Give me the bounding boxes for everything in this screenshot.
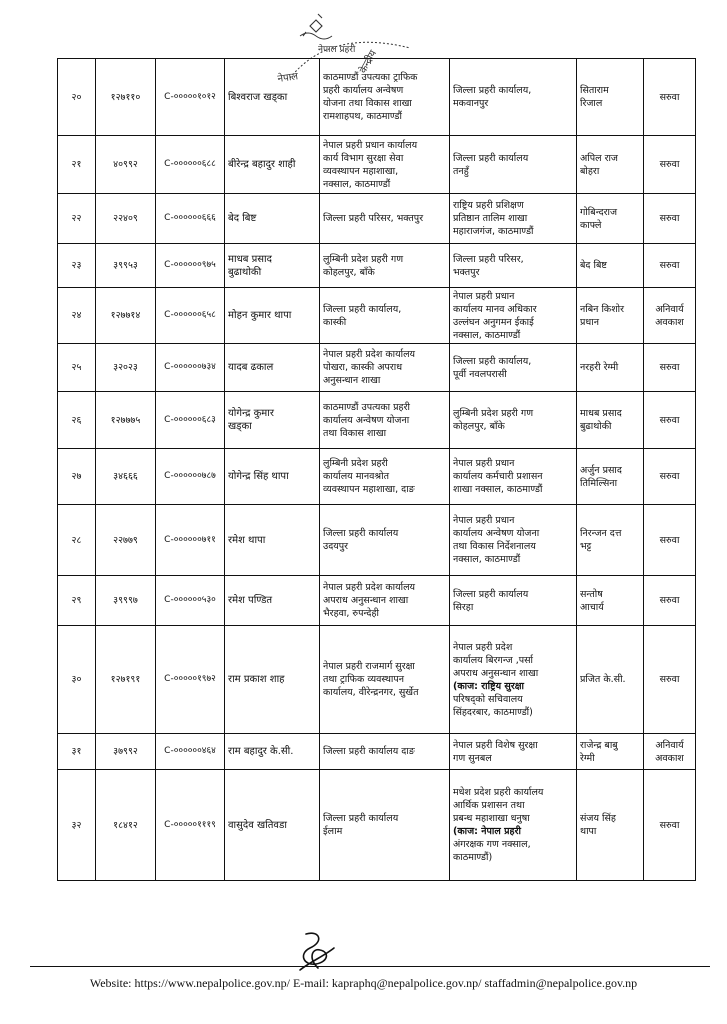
from-office-cell bbox=[320, 576, 450, 626]
records-body bbox=[58, 59, 696, 881]
replacement-cell-line: अपिल राज bbox=[580, 152, 618, 164]
replacement-cell bbox=[577, 59, 644, 136]
stamp-text-mid: नेपाल bbox=[276, 71, 299, 85]
id-cell: ३९९९७ bbox=[96, 576, 156, 626]
from-office-cell bbox=[320, 59, 450, 136]
serial-cell: २७ bbox=[58, 449, 96, 505]
to-office-cell-line: महाराजगंज, काठमाण्डौं bbox=[453, 226, 534, 237]
code-cell: C-००००००४६४ bbox=[156, 734, 225, 770]
replacement-cell-line: सिताराम bbox=[580, 85, 609, 96]
to-office-cell-line: गण सुनबल bbox=[453, 752, 492, 764]
table-row bbox=[58, 626, 696, 734]
name-cell-line: बेद बिष्ट bbox=[228, 213, 257, 224]
replacement-cell bbox=[577, 136, 644, 194]
from-office-cell-line: नेपाल प्रहरी प्रदेश कार्यालय bbox=[323, 582, 416, 593]
name-cell bbox=[225, 505, 320, 576]
to-office-cell-line: अपराध अनुसन्धान शाखा bbox=[453, 667, 539, 679]
action-cell-line: सरुवा bbox=[659, 471, 680, 482]
deputation-note-line: (काज: राष्ट्रिय सुरक्षा bbox=[453, 680, 525, 692]
name-cell bbox=[225, 244, 320, 288]
replacement-cell bbox=[577, 244, 644, 288]
action-cell-line: अनिवार्य bbox=[655, 303, 684, 315]
code-cell: C-००००००५३० bbox=[156, 576, 225, 626]
from-office-cell-line: पोखरा, कास्की अपराध bbox=[323, 362, 403, 373]
serial-cell: २१ bbox=[58, 136, 96, 194]
to-office-cell-line: जिल्ला प्रहरी कार्यालय, bbox=[453, 355, 532, 367]
code-cell: C-०००००१११९ bbox=[156, 770, 225, 881]
to-office-cell bbox=[450, 288, 577, 344]
serial-cell: २३ bbox=[58, 244, 96, 288]
from-office-cell-line: काठमाण्डौं उपत्यका प्रहरी bbox=[323, 401, 410, 413]
from-office-cell bbox=[320, 136, 450, 194]
from-office-cell bbox=[320, 194, 450, 244]
action-cell-line: अवकाश bbox=[655, 316, 684, 328]
name-cell-line: खड्का bbox=[228, 421, 252, 432]
action-cell bbox=[644, 770, 696, 881]
table-row bbox=[58, 344, 696, 392]
deputation-note-line: अंगरक्षक गण नक्साल, bbox=[453, 839, 531, 850]
from-office-cell-line: जिल्ला प्रहरी कार्यालय bbox=[323, 813, 399, 824]
table-row bbox=[58, 449, 696, 505]
replacement-cell-line: गोबिन्दराज bbox=[580, 206, 618, 218]
deputation-note-line: सिंहदरबार, काठमाण्डौं) bbox=[453, 706, 533, 718]
name-cell bbox=[225, 770, 320, 881]
from-office-cell-line: कार्यालय, वीरेन्द्रनगर, सुर्खेत bbox=[323, 687, 419, 698]
replacement-cell-line: भट्ट bbox=[580, 541, 592, 552]
action-cell bbox=[644, 449, 696, 505]
id-cell: १२७१९१ bbox=[96, 626, 156, 734]
replacement-cell-line: प्रधान bbox=[580, 316, 599, 328]
code-cell: C-००००००६८३ bbox=[156, 392, 225, 449]
from-office-cell-line: व्यवस्थापन महाशाखा, दाङ bbox=[323, 484, 415, 495]
table-row bbox=[58, 392, 696, 449]
replacement-cell bbox=[577, 505, 644, 576]
to-office-cell-line: नक्साल, काठमाण्डौं bbox=[453, 554, 521, 565]
to-office-cell-line: नक्साल, काठमाण्डौं bbox=[453, 329, 521, 341]
transfer-records-table bbox=[57, 58, 696, 881]
from-office-cell-line: तथा विकास शाखा bbox=[323, 427, 387, 439]
id-cell: १२७७७५ bbox=[96, 392, 156, 449]
action-cell-line: अनिवार्य bbox=[655, 739, 684, 751]
table-row bbox=[58, 505, 696, 576]
to-office-cell bbox=[450, 194, 577, 244]
deputation-note-line: (काज: नेपाल प्रहरी bbox=[453, 826, 521, 837]
to-office-cell-line: मकवानपुर bbox=[453, 98, 489, 109]
from-office-cell-line: अपराध अनुसन्धान शाखा bbox=[323, 595, 409, 606]
from-office-cell-line: काठमाण्डौं उपत्यका ट्राफिक bbox=[323, 72, 418, 83]
from-office-cell-line: अनुसन्धान शाखा bbox=[323, 375, 381, 386]
to-office-cell bbox=[450, 244, 577, 288]
replacement-cell bbox=[577, 576, 644, 626]
from-office-cell bbox=[320, 449, 450, 505]
name-cell-line: बीरेन्द्र बहादुर शाही bbox=[228, 159, 296, 170]
serial-cell: २६ bbox=[58, 392, 96, 449]
action-cell-line: सरुवा bbox=[659, 674, 680, 685]
replacement-cell-line: प्रजित के.सी. bbox=[580, 674, 626, 685]
from-office-cell-line: उदयपुर bbox=[323, 541, 349, 552]
replacement-cell-line: रेग्मी bbox=[580, 752, 595, 764]
name-cell bbox=[225, 194, 320, 244]
replacement-cell-line: बोहरा bbox=[580, 165, 600, 177]
replacement-cell bbox=[577, 626, 644, 734]
action-cell-line: सरुवा bbox=[659, 260, 680, 271]
replacement-cell-line: नरहरी रेग्मी bbox=[580, 362, 619, 373]
to-office-cell bbox=[450, 626, 577, 734]
to-office-cell-line: लुम्बिनी प्रदेश प्रहरी गण bbox=[453, 408, 534, 419]
to-office-cell bbox=[450, 344, 577, 392]
action-cell bbox=[644, 734, 696, 770]
serial-cell: २० bbox=[58, 59, 96, 136]
footer-divider bbox=[30, 966, 710, 967]
to-office-cell bbox=[450, 576, 577, 626]
to-office-cell bbox=[450, 734, 577, 770]
code-cell: C-००००००६६६ bbox=[156, 194, 225, 244]
to-office-cell bbox=[450, 392, 577, 449]
to-office-cell-line: कार्यालय अन्वेषण योजना bbox=[453, 528, 540, 539]
from-office-cell bbox=[320, 244, 450, 288]
from-office-cell bbox=[320, 392, 450, 449]
from-office-cell-line: भैरहवा, रुपन्देही bbox=[323, 608, 379, 619]
name-cell bbox=[225, 392, 320, 449]
table-row bbox=[58, 288, 696, 344]
name-cell bbox=[225, 626, 320, 734]
name-cell-line: योगेन्द्र कुमार bbox=[228, 408, 274, 419]
name-cell bbox=[225, 59, 320, 136]
name-cell-line: बिश्वराज खड्का bbox=[228, 91, 288, 103]
replacement-cell-line: माधब प्रसाद bbox=[580, 408, 622, 419]
stamp-text-top: नेपाल प्रहरी bbox=[318, 45, 356, 55]
replacement-cell-line: नबिन किशोर bbox=[580, 303, 625, 315]
action-cell-line: सरुवा bbox=[659, 213, 680, 224]
replacement-cell-line: अर्जुन प्रसाद bbox=[580, 464, 622, 476]
id-cell: ३९९५३ bbox=[96, 244, 156, 288]
action-cell bbox=[644, 59, 696, 136]
name-cell-line: वासुदेव खतिवडा bbox=[228, 819, 287, 831]
name-cell bbox=[225, 576, 320, 626]
code-cell: C-०००००१०१२ bbox=[156, 59, 225, 136]
code-cell: C-०००००१९७२ bbox=[156, 626, 225, 734]
replacement-cell-line: संजय सिंह bbox=[580, 813, 616, 824]
action-cell bbox=[644, 344, 696, 392]
name-cell-line: योगेन्द्र सिंह थापा bbox=[228, 471, 289, 482]
to-office-cell bbox=[450, 449, 577, 505]
from-office-cell-line: ईलाम bbox=[323, 826, 343, 837]
from-office-cell bbox=[320, 734, 450, 770]
to-office-cell-line: मधेश प्रदेश प्रहरी कार्यालय bbox=[453, 787, 544, 798]
name-cell-line: राम बहादुर के.सी. bbox=[228, 746, 294, 757]
replacement-cell-line: थापा bbox=[580, 826, 597, 837]
id-cell: २२४०९ bbox=[96, 194, 156, 244]
serial-cell: ३१ bbox=[58, 734, 96, 770]
code-cell: C-००००००७८७ bbox=[156, 449, 225, 505]
code-cell: C-००००००७३४ bbox=[156, 344, 225, 392]
from-office-cell-line: लुम्बिनी प्रदेश प्रहरी गण bbox=[323, 253, 404, 265]
from-office-cell-line: प्रहरी कार्यालय अन्वेषण bbox=[323, 85, 404, 96]
from-office-cell-line: नेपाल प्रहरी राजमार्ग सुरक्षा bbox=[323, 661, 415, 672]
action-cell bbox=[644, 136, 696, 194]
from-office-cell bbox=[320, 505, 450, 576]
name-cell-line: राम प्रकाश शाह bbox=[228, 674, 285, 685]
to-office-cell-line: नेपाल प्रहरी विशेष सुरक्षा bbox=[453, 739, 538, 751]
replacement-cell bbox=[577, 194, 644, 244]
serial-cell: २४ bbox=[58, 288, 96, 344]
to-office-cell bbox=[450, 770, 577, 881]
table-row bbox=[58, 576, 696, 626]
from-office-cell bbox=[320, 770, 450, 881]
replacement-cell-line: रिजाल bbox=[580, 98, 603, 109]
from-office-cell-line: जिल्ला प्रहरी कार्यालय दाङ bbox=[323, 746, 415, 757]
replacement-cell bbox=[577, 734, 644, 770]
id-cell: २२७७९ bbox=[96, 505, 156, 576]
id-cell: १२७७१४ bbox=[96, 288, 156, 344]
id-cell: ३७९९२ bbox=[96, 734, 156, 770]
to-office-cell-line: शाखा नक्साल, काठमाण्डौं bbox=[453, 484, 543, 495]
to-office-cell-line: तनहुँ bbox=[453, 165, 469, 177]
from-office-cell-line: जिल्ला प्रहरी कार्यालय, bbox=[323, 303, 402, 315]
to-office-cell-line: कोहलपुर, बाँके bbox=[453, 421, 505, 432]
name-cell-line: रमेश पण्डित bbox=[228, 595, 273, 606]
to-office-cell bbox=[450, 59, 577, 136]
to-office-cell-line: पूर्वी नवलपरासी bbox=[453, 368, 507, 380]
from-office-cell-line: कार्यालय अन्वेषण योजना bbox=[323, 414, 410, 426]
id-cell: ३२०२३ bbox=[96, 344, 156, 392]
to-office-cell-line: कार्यालय मानव अधिकार bbox=[453, 303, 537, 315]
action-cell bbox=[644, 244, 696, 288]
serial-cell: ३२ bbox=[58, 770, 96, 881]
replacement-cell-line: आचार्य bbox=[580, 601, 604, 613]
replacement-cell-line: राजेन्द्र बाबु bbox=[580, 739, 618, 751]
name-cell-line: बुढाथोकी bbox=[228, 266, 262, 278]
signature-mark bbox=[290, 928, 340, 974]
to-office-cell-line: जिल्ला प्रहरी कार्यालय bbox=[453, 152, 529, 164]
replacement-cell bbox=[577, 344, 644, 392]
to-office-cell-line: नेपाल प्रहरी प्रधान bbox=[453, 515, 515, 526]
replacement-cell-line: सन्तोष bbox=[580, 588, 603, 600]
id-cell: ४०९९२ bbox=[96, 136, 156, 194]
action-cell bbox=[644, 576, 696, 626]
serial-cell: २५ bbox=[58, 344, 96, 392]
replacement-cell-line: बुढाथोकी bbox=[580, 421, 612, 432]
from-office-cell-line: जिल्ला प्रहरी कार्यालय bbox=[323, 528, 399, 539]
table-row bbox=[58, 244, 696, 288]
id-cell: ३४६६६ bbox=[96, 449, 156, 505]
action-cell-line: सरुवा bbox=[659, 819, 680, 831]
table-row bbox=[58, 194, 696, 244]
from-office-cell-line: जिल्ला प्रहरी परिसर, भक्तपुर bbox=[323, 213, 424, 224]
from-office-cell-line: कार्य विभाग सुरक्षा सेवा bbox=[323, 152, 404, 164]
code-cell: C-००००००६८८ bbox=[156, 136, 225, 194]
to-office-cell-line: उल्लंघन अनुगमन ईकाई bbox=[453, 316, 534, 328]
code-cell: C-००००००७११ bbox=[156, 505, 225, 576]
to-office-cell-line: भक्तपुर bbox=[453, 266, 480, 278]
from-office-cell bbox=[320, 344, 450, 392]
action-cell-line: सरुवा bbox=[659, 534, 680, 546]
to-office-cell bbox=[450, 136, 577, 194]
replacement-cell-line: निरन्जन दत्त bbox=[580, 528, 622, 539]
to-office-cell-line: सिरहा bbox=[453, 601, 474, 613]
name-cell-line: रमेश थापा bbox=[228, 534, 266, 546]
serial-cell: २२ bbox=[58, 194, 96, 244]
action-cell-line: सरुवा bbox=[659, 91, 680, 103]
name-cell bbox=[225, 136, 320, 194]
serial-cell: २९ bbox=[58, 576, 96, 626]
name-cell bbox=[225, 734, 320, 770]
name-cell-line: माधब प्रसाद bbox=[228, 253, 272, 265]
serial-cell: ३० bbox=[58, 626, 96, 734]
name-cell-line: मोहन कुमार थापा bbox=[228, 310, 292, 321]
from-office-cell-line: कोहलपुर, बाँके bbox=[323, 266, 375, 278]
to-office-cell-line: नेपाल प्रहरी प्रधान bbox=[453, 458, 515, 469]
action-cell bbox=[644, 505, 696, 576]
from-office-cell-line: योजना तथा विकास शाखा bbox=[323, 98, 412, 109]
replacement-cell-line: बेद बिष्ट bbox=[580, 260, 607, 271]
action-cell bbox=[644, 194, 696, 244]
action-cell-line: सरुवा bbox=[659, 362, 680, 373]
to-office-cell-line: तथा विकास निर्देशनालय bbox=[453, 541, 536, 552]
replacement-cell bbox=[577, 392, 644, 449]
id-cell: १२७११० bbox=[96, 59, 156, 136]
replacement-cell bbox=[577, 288, 644, 344]
from-office-cell-line: नक्साल, काठमाण्डौं bbox=[323, 178, 391, 190]
from-office-cell-line: तथा ट्राफिक व्यवस्थापन bbox=[323, 674, 405, 685]
replacement-cell-line: तिमिल्सिना bbox=[580, 477, 618, 489]
to-office-cell-line: नेपाल प्रहरी प्रदेश bbox=[453, 641, 513, 653]
from-office-cell-line: कार्यालय मानवश्रोत bbox=[323, 471, 389, 482]
code-cell: C-००००००९७५ bbox=[156, 244, 225, 288]
to-office-cell-line: कार्यालय कर्मचारी प्रशासन bbox=[453, 471, 543, 482]
footer-contact: Website: https://www.nepalpolice.gov.np/ E-mail: kapraphq@nepalpolice.gov.np/ staffadmin@nepalpolice.gov.np bbox=[89, 976, 638, 990]
from-office-cell-line: व्यवस्थापन महाशाखा, bbox=[323, 165, 399, 177]
stamp-text-side: केन्द्रीय bbox=[357, 48, 380, 76]
replacement-cell-line: काफ्ले bbox=[580, 219, 602, 231]
code-cell: C-००००००६५८ bbox=[156, 288, 225, 344]
to-office-cell-line: प्रतिष्ठान तालिम शाखा bbox=[453, 213, 528, 224]
from-office-cell-line: कास्की bbox=[323, 316, 347, 328]
action-cell bbox=[644, 288, 696, 344]
table-row bbox=[58, 59, 696, 136]
deputation-note-line: काठमाण्डौं) bbox=[453, 852, 493, 863]
action-cell-line: सरुवा bbox=[659, 414, 680, 426]
table-row bbox=[58, 770, 696, 881]
from-office-cell bbox=[320, 626, 450, 734]
name-cell bbox=[225, 288, 320, 344]
id-cell: १८४१२ bbox=[96, 770, 156, 881]
from-office-cell bbox=[320, 288, 450, 344]
deputation-note-line: परिषद्को सचिवालय bbox=[453, 693, 523, 705]
name-cell bbox=[225, 344, 320, 392]
from-office-cell-line: रामशाहपथ, काठमाण्डौं bbox=[323, 111, 402, 122]
from-office-cell-line: लुम्बिनी प्रदेश प्रहरी bbox=[323, 458, 388, 469]
to-office-cell bbox=[450, 505, 577, 576]
to-office-cell-line: नेपाल प्रहरी प्रधान bbox=[453, 290, 515, 302]
action-cell-line: सरुवा bbox=[659, 159, 680, 170]
action-cell-line: सरुवा bbox=[659, 595, 680, 606]
to-office-cell-line: प्रबन्ध महाशाखा धनुषा bbox=[453, 813, 530, 824]
from-office-cell-line: नेपाल प्रहरी प्रधान कार्यालय bbox=[323, 139, 418, 151]
table-row bbox=[58, 136, 696, 194]
to-office-cell-line: जिल्ला प्रहरी परिसर, bbox=[453, 253, 524, 265]
to-office-cell-line: राष्ट्रिय प्रहरी प्रशिक्षण bbox=[453, 200, 524, 211]
name-cell bbox=[225, 449, 320, 505]
to-office-cell-line: आर्थिक प्रशासन तथा bbox=[453, 800, 525, 811]
to-office-cell-line: जिल्ला प्रहरी कार्यालय, bbox=[453, 85, 532, 96]
replacement-cell bbox=[577, 770, 644, 881]
signature bbox=[290, 928, 340, 974]
to-office-cell-line: कार्यालय बिरगन्ज ,पर्सा bbox=[453, 654, 534, 666]
action-cell bbox=[644, 626, 696, 734]
to-office-cell-line: जिल्ला प्रहरी कार्यालय bbox=[453, 588, 529, 600]
from-office-cell-line: नेपाल प्रहरी प्रदेश कार्यालय bbox=[323, 349, 416, 360]
action-cell-line: अवकाश bbox=[655, 752, 684, 764]
action-cell bbox=[644, 392, 696, 449]
name-cell-line: यादब ढकाल bbox=[228, 362, 274, 373]
serial-cell: २८ bbox=[58, 505, 96, 576]
table-row bbox=[58, 734, 696, 770]
replacement-cell bbox=[577, 449, 644, 505]
